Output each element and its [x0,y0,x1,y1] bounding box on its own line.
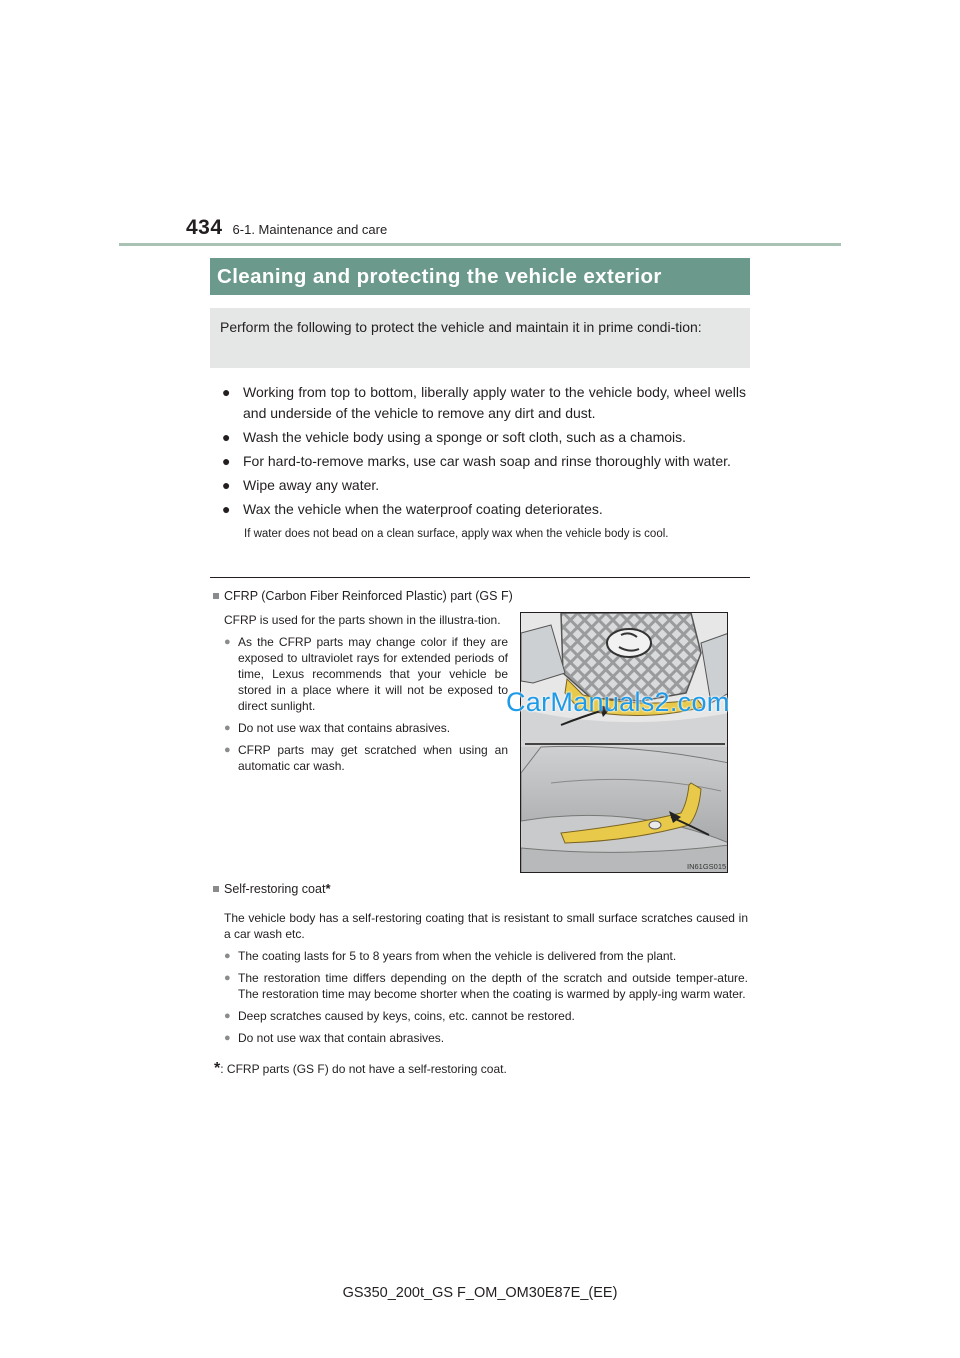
self-restoring-intro: The vehicle body has a self-restoring coating that is resistant to small surface scratches caused in a car wash etc. [224,911,748,941]
list-item: ● Wipe away any water. [222,475,746,496]
section-divider [210,577,750,578]
header-rule [119,243,841,246]
cfrp-heading: CFRP (Carbon Fiber Reinforced Plastic) part (GS F) [213,589,513,603]
page-title: Cleaning and protecting the vehicle exterior [210,258,750,295]
list-item: ● Do not use wax that contain abrasives. [224,1031,445,1045]
list-item: ● As the CFRP parts may change color if they are exposed to ultraviolet rays for extended periods of time, Lexus recommends that your vehicle be stored in a place where it will not be exposed to direct sunlight. [224,635,508,713]
list-item: ● Deep scratches caused by keys, coins, etc. cannot be restored. [224,1009,575,1023]
bullet-icon: ● [224,1010,231,1022]
square-bullet-icon [213,886,219,892]
document-code: GS350_200t_GS F_OM_OM30E87E_(EE) [342,1285,618,1301]
bullet-icon: ● [224,744,231,756]
cfrp-intro: CFRP is used for the parts shown in the illustra-tion. [224,613,501,627]
bullet-icon: ● [224,972,231,984]
list-item: ● Working from top to bottom, liberally apply water to the vehicle body, wheel wells and underside of the vehicle to remove any dirt and dust. [222,382,746,424]
bullet-icon: ● [222,429,231,445]
bullet-icon: ● [222,384,231,400]
page-header [186,216,387,240]
list-item: ● Do not use wax that contains abrasives. [224,721,451,735]
footnote-text: : CFRP parts (GS F) do not have a self-restoring coat. [220,1062,507,1076]
bullet-icon: ● [224,722,231,734]
footnote-marker: * [214,1060,221,1077]
list-item: ● Wax the vehicle when the waterproof coating deteriorates. [222,499,746,520]
bullet-icon: ● [224,1032,231,1044]
cfrp-text [224,612,508,780]
steps-list [222,382,746,545]
car-parts-drawing [521,613,728,873]
self-restoring-heading: Self-restoring coat * [213,881,331,896]
bullet-icon: ● [222,501,231,517]
watermark: CarManuals2.com [506,687,730,717]
square-bullet-icon [213,593,219,599]
intro-box: Perform the following to protect the vehicle and maintain it in prime condi-tion: [210,308,750,368]
bullet-icon: ● [224,636,231,648]
bullet-icon: ● [222,453,231,469]
list-item: ● For hard-to-remove marks, use car wash soap and rinse thoroughly with water. [222,451,746,472]
bullet-icon: ● [222,477,231,493]
section-label: 6-1. Maintenance and care [232,222,388,237]
cfrp-illustration [520,612,728,873]
footnote [214,1060,507,1078]
list-item: ● CFRP parts may get scratched when using an automatic car wash. [224,743,508,773]
page-number: 434 [186,216,223,239]
self-restoring-text [224,910,748,1052]
list-item: ● Wash the vehicle body using a sponge or soft cloth, such as a chamois. [222,427,746,448]
figure-code: IN61GS015 [687,862,727,871]
wax-note: If water does not bead on a clean surface, apply wax when the vehicle body is cool. [244,528,669,540]
list-item: ● The coating lasts for 5 to 8 years from when the vehicle is delivered from the plant. [224,949,677,963]
bullet-icon: ● [224,950,231,962]
list-item: ● The restoration time differs depending on the depth of the scratch and outside temper-ature. The restoration time may become shorter when the coating is warmed by apply-ing warm water. [224,971,748,1001]
